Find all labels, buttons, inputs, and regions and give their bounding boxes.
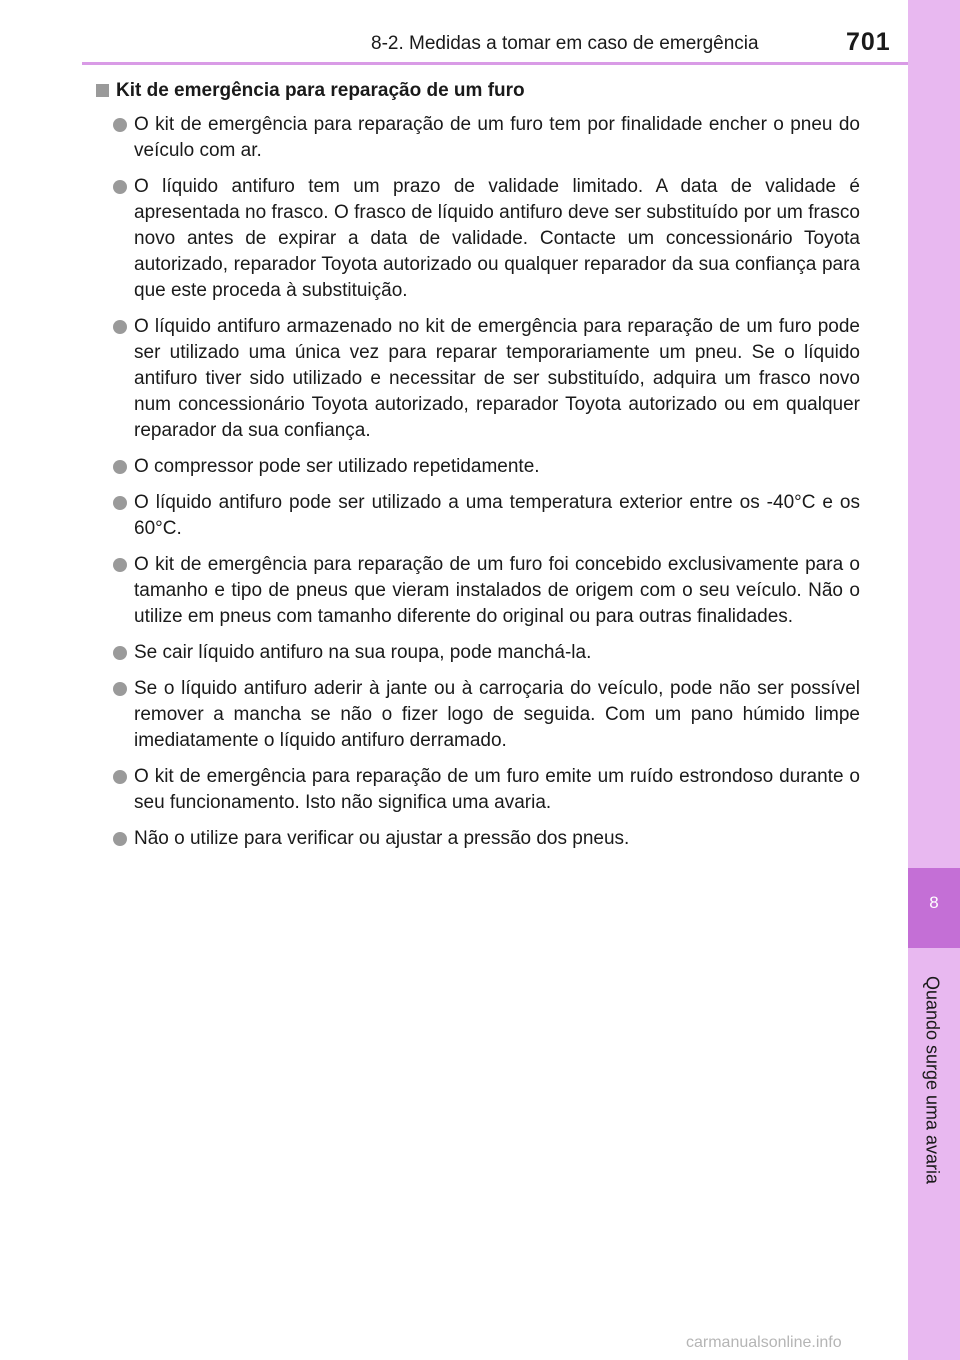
bullet-dot-icon bbox=[113, 496, 127, 510]
list-item bbox=[96, 552, 860, 630]
bullet-dot-icon bbox=[113, 118, 127, 132]
list-item bbox=[96, 454, 860, 480]
list-item bbox=[96, 764, 860, 816]
chapter-number: 8 bbox=[929, 893, 939, 912]
chapter-label: Quando surge uma avaria bbox=[922, 975, 943, 1185]
list-item-text: O compressor pode ser utilizado repetidamente. bbox=[134, 456, 540, 477]
subsection-heading-text: Kit de emergência para reparação de um furo bbox=[116, 80, 525, 101]
bullet-list bbox=[96, 112, 860, 852]
header-divider bbox=[82, 62, 908, 65]
bullet-dot-icon bbox=[113, 558, 127, 572]
bullet-dot-icon bbox=[113, 460, 127, 474]
list-item bbox=[96, 640, 860, 666]
bullet-dot-icon bbox=[113, 646, 127, 660]
page-number: 701 bbox=[846, 28, 891, 56]
page-header bbox=[0, 0, 908, 64]
list-item-text: Não o utilize para verificar ou ajustar a pressão dos pneus. bbox=[134, 828, 630, 849]
list-item bbox=[96, 676, 860, 754]
main-content bbox=[96, 78, 860, 862]
subsection-heading bbox=[96, 78, 860, 104]
list-item-text: O kit de emergência para reparação de um furo emite um ruído estrondoso durante o seu funcionamento. Isto não significa uma avaria. bbox=[134, 766, 860, 813]
list-item-text: Se cair líquido antifuro na sua roupa, pode manchá-la. bbox=[134, 642, 592, 663]
list-item bbox=[96, 112, 860, 164]
list-item-text: O líquido antifuro tem um prazo de validade limitado. A data de validade é apresentada no frasco. O frasco de líquido antifuro deve ser substituído por um frasco novo antes de expirar a data de validade. Contacte um concessionário Toyota autorizado, reparador Toyota autorizado ou qualquer reparador da sua confiança para que este proceda à substituição. bbox=[134, 176, 860, 301]
list-item-text: O kit de emergência para reparação de um furo tem por finalidade encher o pneu do veículo com ar. bbox=[134, 114, 860, 161]
list-item-text: Se o líquido antifuro aderir à jante ou à carroçaria do veículo, pode não ser possível remover a mancha se não o fizer logo de seguida. Com um pano húmido limpe imediatamente o líquido antifuro derramado. bbox=[134, 678, 860, 751]
bullet-dot-icon bbox=[113, 320, 127, 334]
bullet-dot-icon bbox=[113, 180, 127, 194]
bullet-dot-icon bbox=[113, 682, 127, 696]
list-item bbox=[96, 174, 860, 304]
list-item bbox=[96, 314, 860, 444]
list-item-text: O kit de emergência para reparação de um furo foi concebido exclusivamente para o tamanho e tipo de pneus que vieram instalados de origem com o seu veículo. Não o utilize em pneus com tamanho diferente do original ou para outras finalidades. bbox=[134, 554, 860, 627]
list-item bbox=[96, 490, 860, 542]
watermark: carmanualsonline.info bbox=[686, 1334, 842, 1351]
bullet-dot-icon bbox=[113, 832, 127, 846]
list-item-text: O líquido antifuro pode ser utilizado a uma temperatura exterior entre os -40°C e os 60°C. bbox=[134, 492, 860, 539]
square-bullet-icon bbox=[96, 84, 109, 97]
list-item bbox=[96, 826, 860, 852]
section-title: 8-2. Medidas a tomar em caso de emergência bbox=[371, 33, 759, 54]
bullet-dot-icon bbox=[113, 770, 127, 784]
list-item-text: O líquido antifuro armazenado no kit de emergência para reparação de um furo pode ser utilizado uma única vez para reparar temporariamente um pneu. Se o líquido antifuro tiver sido utilizado e necessitar de ser substituído, adquira um frasco novo num concessionário Toyota autorizado, reparador Toyota autorizado ou em qualquer reparador da sua confiança. bbox=[134, 316, 860, 441]
